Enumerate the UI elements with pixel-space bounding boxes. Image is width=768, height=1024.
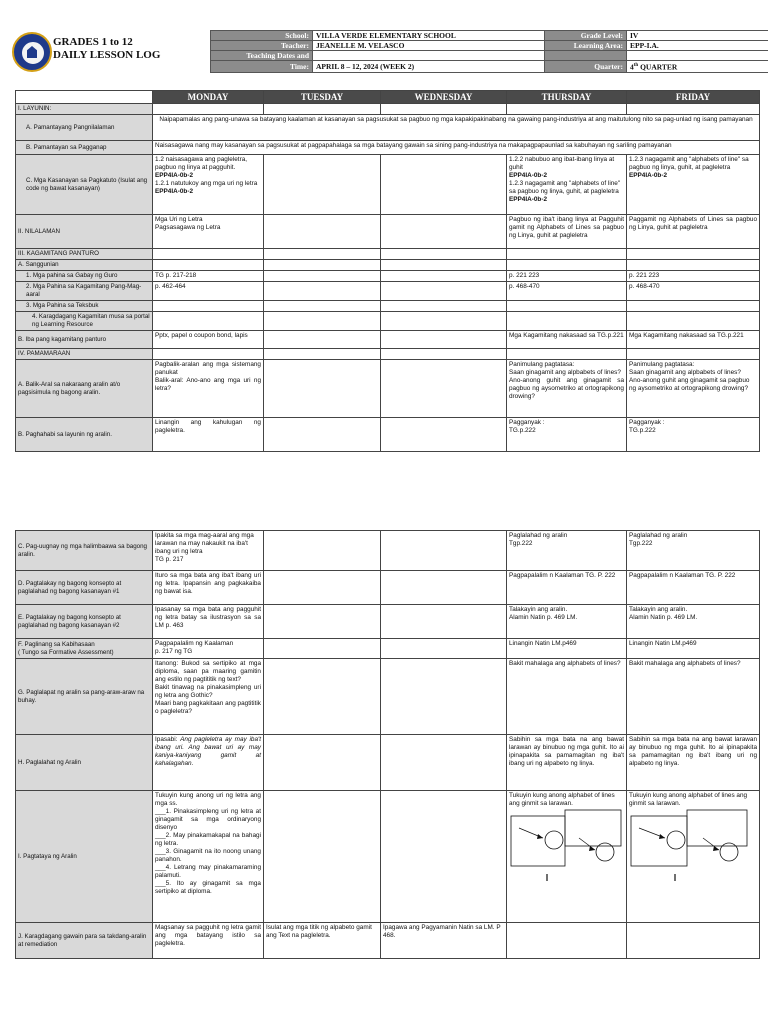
cell-j-wed: Ipagawa ang Pagyamanin Natin sa LM. P 468. — [381, 923, 507, 959]
cell-balik-fri: Panimulang pagtatasa: Saan ginagamit ang alpbabets of lines? Ano-anong guhit ang ginagamit sa pagbuo ng aysometriko at ortograpikong drowing? — [627, 360, 760, 418]
cell-pg-text: Naisasagawa nang may kasanayan sa pagsusukat at pagpapahalaga sa mga batayang gawain sa sining pang-industriya na makapagpapaunlad sa kabuhayan ng sariling pamayanan — [153, 141, 760, 155]
day-header-row — [16, 91, 760, 104]
cell-i-mon: Tukuyin kung anong uri ng letra ang mga ss. ___1. Pinakasimpleng uri ng letra at ginagamit sa mga ordinaryong disenyo ___2. May pinakamakapal na bahagi ng letra. ___3. Ginagamit na ito noong unang panahon. ___4. Letrang may pinakamaraming palamuti. ___5. Ito ay ginagamit sa mga sertipiko at diploma. — [153, 791, 264, 923]
row-paglalahat: H. Paglalahat ng Aralin — [16, 735, 153, 791]
cell-kpm-thu: p. 468-470 — [507, 282, 627, 301]
row-gabay: 1. Mga pahina sa Gabay ng Guro — [16, 271, 153, 282]
cell-h-mon: Ipasabi: Ang pagleletra ay may iba't ibang uri. Ang bawat uri ay may kaniya-kaniyang gamit at kahalagahan. — [153, 735, 264, 791]
teacher-label: Teacher: — [211, 41, 313, 51]
alphabet-of-lines-drawing-icon — [509, 808, 624, 886]
teacher-value: JEANELLE M. VELASCO — [313, 41, 545, 51]
day-thursday: THURSDAY — [507, 91, 627, 104]
cell-d-thu: Pagpapalalim n Kaalaman TG. P. 222 — [507, 571, 627, 605]
cell-e-fri: Talakayin ang aralin. Alamin Natin p. 469 LM. — [627, 605, 760, 639]
cell-paghahabi-mon: Linangin ang kahulugan ng pagleletra. — [153, 418, 264, 452]
row-pagtalakay-2: E. Pagtalakay ng bagong konsepto at paglalahad ng bagong kasanayan #2 — [16, 605, 153, 639]
lesson-table-page-2 — [15, 530, 760, 959]
row-pamamaraan: IV. PAMAMARAAN — [16, 349, 153, 360]
quarter-label: Quarter: — [545, 61, 627, 73]
deped-seal-icon — [12, 32, 52, 72]
cell-kasanayan-fri: 1.2.3 nagagamit ang "alphabets of line" sa pagbuo ng linya, guhit, at pagleletra EPP4IA-0b-2 — [627, 155, 760, 215]
cell-d-mon: Ituro sa mga bata ang iba't ibang uri ng letra. Ipapansin ang pagkakaiba ng bawat isa. — [153, 571, 264, 605]
cell-e-thu: Talakayin ang aralin. Alamin Natin p. 469 LM. — [507, 605, 627, 639]
dates-label-1: Teaching Dates and — [211, 51, 313, 61]
cell-kpm-mon: p. 462-464 — [153, 282, 264, 301]
cell-g-fri: Bakit mahalaga ang alphabets of lines? — [627, 659, 760, 735]
day-tuesday: TUESDAY — [264, 91, 381, 104]
row-balik-aral: A. Balik-Aral sa nakaraang aralin at/o pagsisimula ng bagong aralin. — [16, 360, 153, 418]
cell-nilalaman-fri: Paggamit ng Alphabets of Lines sa pagbuo ng Linya, guhit at pagleletra — [627, 215, 760, 249]
title-line-2: DAILY LESSON LOG — [53, 49, 161, 61]
row-karagdagang: 4. Karagdagang Kagamitan musa sa portal ng Learning Resource — [16, 312, 153, 331]
cell-f-fri: Linangin Natin LM.p469 — [627, 639, 760, 659]
school-label: School: — [211, 31, 313, 41]
lesson-log-page-2 — [0, 530, 768, 970]
cell-pp-text: Naipapamalas ang pang-unawa sa batayang kaalaman at kasanayan sa pagsusukat sa pagbuo ng mga kapakipakinabang na gawaing pang-industriya at ang maitutulong nito sa pag-unlad ng isang pamayanan — [153, 115, 760, 141]
cell-e-mon: Ipasanay sa mga bata ang pagguhit ng letra batay sa ilustrasyon sa sa LM p. 463 — [153, 605, 264, 639]
cell-c-fri: Paglalahad ng aralin Tgp.222 — [627, 531, 760, 571]
cell-i-thu: Tukuyin kung anong alphabet of lines ang ginmit sa larawan. — [507, 791, 627, 923]
cell-kasanayan-thu: 1.2.2 nabubuo ang ibat-ibang linya at guhit EPP4IA-0b-2 1.2.3 nagagamit ang "alphabets of line" sa pagbuo ng linya, guhit, at pagleletra EPP4IA-0b-2 — [507, 155, 627, 215]
cell-paghahabi-thu: Pagganyak : TG.p.222 — [507, 418, 627, 452]
cell-kasanayan-mon: 1.2 naisasagawa ang pagleletra, pagbuo ng linya at pagguhit. EPP4IA-0b-2 1.2.1 natutukoy ang mga uri ng letra EPP4IA-0b-2 — [153, 155, 264, 215]
quarter-value: 4th QUARTER — [627, 61, 768, 73]
cell-kpm-fri: p. 468-470 — [627, 282, 760, 301]
cell-g-mon: Itanong: Bukod sa sertipiko at mga diploma, saan pa maaring gamitin ang estilo ng pagtititik ng text? Bakit tinawag na pinakasimpleng uri ng letra ang Gothic? Maari bang pagkakitaan ang pagtititik o pagleletra? — [153, 659, 264, 735]
row-pamantayan-pagganap: B. Pamantayan sa Pagganap — [16, 141, 153, 155]
cell-g-thu: Bakit mahalaga ang alphabets of lines? — [507, 659, 627, 735]
row-teksbuk: 3. Mga Pahina sa Teksbuk — [16, 301, 153, 312]
school-value: VILLA VERDE ELEMENTARY SCHOOL — [313, 31, 545, 41]
grade-value: IV — [627, 31, 768, 41]
row-kagamitan: III. KAGAMITANG PANTURO — [16, 249, 153, 260]
row-iba-pang-kagamitan: B. Iba pang kagamitang panturo — [16, 331, 153, 349]
alphabet-of-lines-drawing-icon — [629, 808, 754, 886]
row-paghahabi: B. Paghahabi sa layunin ng aralin. — [16, 418, 153, 452]
day-wednesday: WEDNESDAY — [381, 91, 507, 104]
cell-iba-thu: Mga Kagamitang nakasaad sa TG.p.221 — [507, 331, 627, 349]
cell-f-thu: Linangin Natin LM.p469 — [507, 639, 627, 659]
title-line-1: GRADES 1 to 12 — [53, 36, 133, 48]
cell-nilalaman-thu: Pagbuo ng iba't ibang linya at Pagguhit gamit ng Alphabets of Lines sa pagbuo ng Linya, guhit at pagleletra — [507, 215, 627, 249]
cell-j-tue: Isulat ang mga titik ng alpabeto gamit ang Text na pagleletra. — [264, 923, 381, 959]
row-kasanayan: C. Mga Kasanayan sa Pagkatuto (Isulat ang code ng bawat kasanayan) — [16, 155, 153, 215]
row-pag-uugnay: C. Pag-uugnay ng mga halimbaawa sa bagong aralin. — [16, 531, 153, 571]
cell-h-fri: Sabihin sa mga bata na ang bawat larawan ay binubuo ng mga guhit. Ito ai ipinapakita sa pamamagitan ng iba't ibang uri ng alpabeto ng linya. — [627, 735, 760, 791]
row-nilalaman: II. NILALAMAN — [16, 215, 153, 249]
row-paglinang: F. Paglinang sa Kabihasaan ( Tungo sa Formative Assessment) — [16, 639, 153, 659]
cell-balik-mon: Pagbalik-aralan ang mga sistemang panukat Balik-aral: Ano-ano ang mga uri ng letra? — [153, 360, 264, 418]
cell-iba-mon: Pptx, papel o coupon bond, lapis — [153, 331, 264, 349]
cell-c-thu: Paglalahad ng aralin Tgp.222 — [507, 531, 627, 571]
cell-h-thu: Sabihin sa mga bata na ang bawat larawan ay binubuo ng mga guhit. Ito ai ipinapakita sa pamamagitan ng iba't ibang uri ng alpabeto ng linya. — [507, 735, 627, 791]
document-title — [53, 36, 160, 62]
cell-c-mon: Ipakita sa mga mag-aaral ang mga larawan na may nakaukit na iba't ibang uri ng letra TG p. 217 — [153, 531, 264, 571]
header-info-table — [210, 30, 768, 73]
cell-gabay-mon: TG p. 217-218 — [153, 271, 264, 282]
row-pamantayang-pangnilalaman: A. Pamantayang Pangnilalaman — [16, 115, 153, 141]
row-karagdagang-gawain: J. Karagdagang gawain para sa takdang-aralin at remediation — [16, 923, 153, 959]
section-layunin: I. LAYUNIN: — [16, 104, 153, 115]
cell-iba-fri: Mga Kagamitang nakasaad sa TG.p.221 — [627, 331, 760, 349]
cell-nilalaman-mon: Mga Uri ng Letra Pagsasagawa ng Letra — [153, 215, 264, 249]
day-friday: FRIDAY — [627, 91, 760, 104]
header — [10, 30, 760, 74]
day-monday: MONDAY — [153, 91, 264, 104]
area-value: EPP-I.A. — [627, 41, 768, 51]
cell-paghahabi-fri: Pagganyak : TG.p.222 — [627, 418, 760, 452]
dates-label-2: Time: — [211, 61, 313, 73]
row-pagtataya: I. Pagtataya ng Aralin — [16, 791, 153, 923]
cell-balik-thu: Panimulang pagtatasa: Saan ginagamit ang alpbabets of lines? Ano-anong guhit ang ginagamit sa pagbuo ng aysometriko at ortograpikong drowing? — [507, 360, 627, 418]
row-pagtalakay-1: D. Pagtalakay ng bagong konsepto at paglalahad ng bagong kasanayan #1 — [16, 571, 153, 605]
cell-f-mon: Pagpapalalim ng Kaalaman p. 217 ng TG — [153, 639, 264, 659]
cell-gabay-thu: p. 221 223 — [507, 271, 627, 282]
lesson-table-page-1 — [15, 90, 760, 452]
row-kagamitang-pang-mag-aaral: 2. Mga Pahina sa Kagamitang Pang-Mag-aaral — [16, 282, 153, 301]
lesson-log-page-1 — [0, 22, 768, 477]
cell-i-fri: Tukuyin kung anong alphabet of lines ang ginmit sa larawan. — [627, 791, 760, 923]
cell-j-mon: Magsanay sa pagguhit ng letra gamit ang mga batayang istilo sa pagleletra. — [153, 923, 264, 959]
grade-label: Grade Level: — [545, 31, 627, 41]
cell-gabay-fri: p. 221 223 — [627, 271, 760, 282]
row-sanggunian: A. Sanggunian — [16, 260, 153, 271]
dates-value: APRIL 8 – 12, 2024 (WEEK 2) — [313, 61, 545, 73]
area-label: Learning Area: — [545, 41, 627, 51]
cell-d-fri: Pagpapalalim n Kaalaman TG. P. 222 — [627, 571, 760, 605]
row-paglalapat: G. Paglalapat ng aralin sa pang-araw-araw na buhay. — [16, 659, 153, 735]
